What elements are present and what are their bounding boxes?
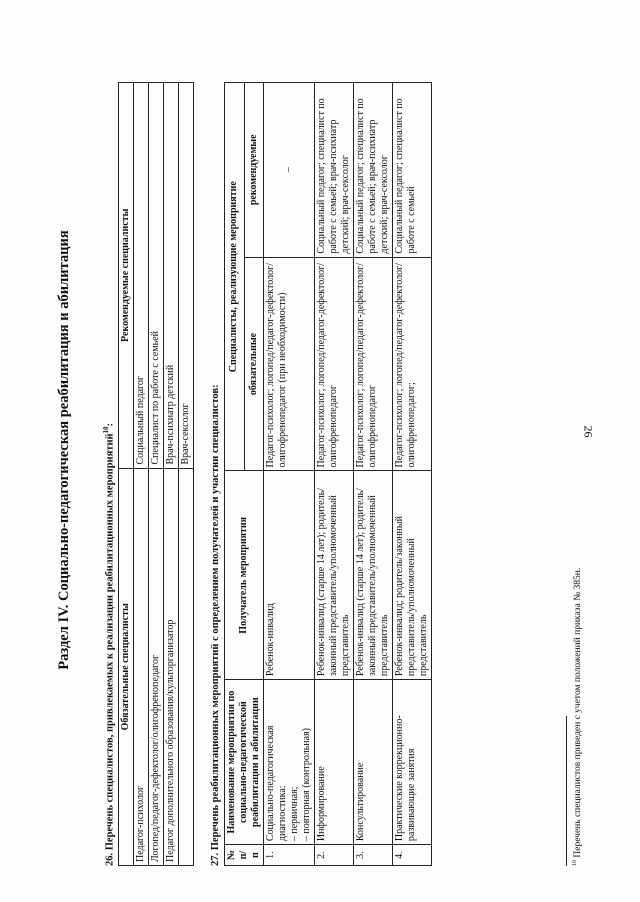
recipient-cell: Ребенок-инвалид (старше 14 лет); родитель/законный представитель/уполномоченный представитель [354, 471, 393, 680]
col-header-name: Наименование мероприятия по социально-педагогической реабилитации и абилитации [225, 680, 264, 845]
row-number: 4. [393, 845, 432, 866]
recommended-cell: Социальный педагог; специалист по работе с семьей; врач-психиатр детский; врач-сексолог [354, 83, 393, 258]
rotated-content [52, 34, 612, 866]
measure-name-line: Практические коррекционно-развивающие занятия [394, 715, 417, 842]
row-number: 2. [315, 845, 354, 866]
measure-name [393, 680, 432, 845]
table-row [134, 83, 149, 866]
page-number: 26 [581, 425, 596, 438]
mandatory-cell: Педагог-психолог; логопед/педагог-дефектолог/олигофренопедагог; [393, 257, 432, 471]
col-header-mandatory: обязательные [244, 257, 264, 471]
section-title: Раздел IV. Социально-педагогическая реабилитация и абилитация [56, 230, 72, 670]
table-cell: Специалист по работе с семьей [149, 83, 164, 469]
measure-name [315, 680, 354, 845]
measure-name-line: – первичная; [289, 786, 300, 842]
recipient-cell: Ребенок-инвалид; родитель/законный представитель/уполномоченный представитель [393, 471, 432, 680]
measure-name-line: Консультирование [355, 762, 366, 842]
table-cell: Социальный педагог [134, 83, 149, 469]
mandatory-cell: Педагог-психолог; логопед/педагог-дефектолог/олигофренопедагог [354, 257, 393, 471]
recipient-cell: Ребенок-инвалид (старше 14 лет); родитель/законный представитель/уполномоченный представитель [315, 471, 354, 680]
measure-name-line: Информирование [316, 766, 327, 842]
col-header-recipient: Получатель мероприятия [225, 471, 264, 680]
table26-heading [102, 423, 116, 866]
table-cell: Врач-сексолог [179, 83, 194, 469]
recommended-cell: – [264, 83, 315, 258]
col-header-recommended: рекомендуемые [244, 83, 264, 258]
measure-name [264, 680, 315, 845]
table-row [149, 83, 164, 866]
table-cell [179, 468, 194, 865]
footnote-mark: 10 [572, 860, 578, 866]
footnote-text: Перечень специалистов приведен с учетом положений приказа № 385н. [573, 567, 584, 860]
measure-name [354, 680, 393, 845]
measure-name-line: Социально-педагогическая диагностика: [265, 725, 288, 842]
recipient-cell: Ребенок-инвалид [264, 471, 315, 680]
table-row [315, 83, 354, 866]
row-number: 3. [354, 845, 393, 866]
measures-table [224, 82, 432, 866]
table26-heading-tail: : [104, 422, 116, 427]
mandatory-cell: Педагог-психолог; логопед/педагог-дефектолог/олигофренопедагог [315, 257, 354, 471]
col-header-mandatory: Обязательные специалисты [119, 468, 134, 865]
mandatory-cell: Педагог-психолог; логопед/педагог-дефектолог/олигофренопедагог (при необходимости) [264, 257, 315, 471]
specialists-table [118, 82, 194, 866]
footnote-divider [566, 716, 567, 866]
table26-footnote-mark: 10 [102, 426, 110, 434]
table-cell: Педагог-психолог [134, 468, 149, 865]
table-header-row [225, 83, 245, 866]
table-cell: Врач-психиатр детский [164, 83, 179, 469]
table-cell: Логопед/педагог-дефектолог/олигофренопедагог [149, 468, 164, 865]
col-header-specialists: Специалисты, реализующие мероприятие [225, 83, 245, 471]
col-header-recommended: Рекомендуемые специалисты [119, 83, 134, 469]
measure-name-line: – повторная (контрольная) [301, 727, 312, 842]
table-row [179, 83, 194, 866]
table-row [393, 83, 432, 866]
col-header-num: № п/п [225, 845, 264, 866]
table-cell: Педагог дополнительного образования/культорганизатор [164, 468, 179, 865]
table-row [164, 83, 179, 866]
table-header-row [119, 83, 134, 866]
recommended-cell: Социальный педагог; специалист по работе с семьей [393, 83, 432, 258]
table-row [354, 83, 393, 866]
footnote [572, 568, 583, 866]
table-row [264, 83, 315, 866]
table26-heading-text: 26. Перечень специалистов, привлекаемых к реализации реабилитационных мероприятий [104, 433, 116, 866]
recommended-cell: Социальный педагог; специалист по работе с семьей; врач-психиатр детский; врач-сексолог [315, 83, 354, 258]
row-number: 1. [264, 845, 315, 866]
table27-heading: 27. Перечень реабилитационных мероприятий с определением получателей и участии специалистов: [210, 384, 221, 866]
